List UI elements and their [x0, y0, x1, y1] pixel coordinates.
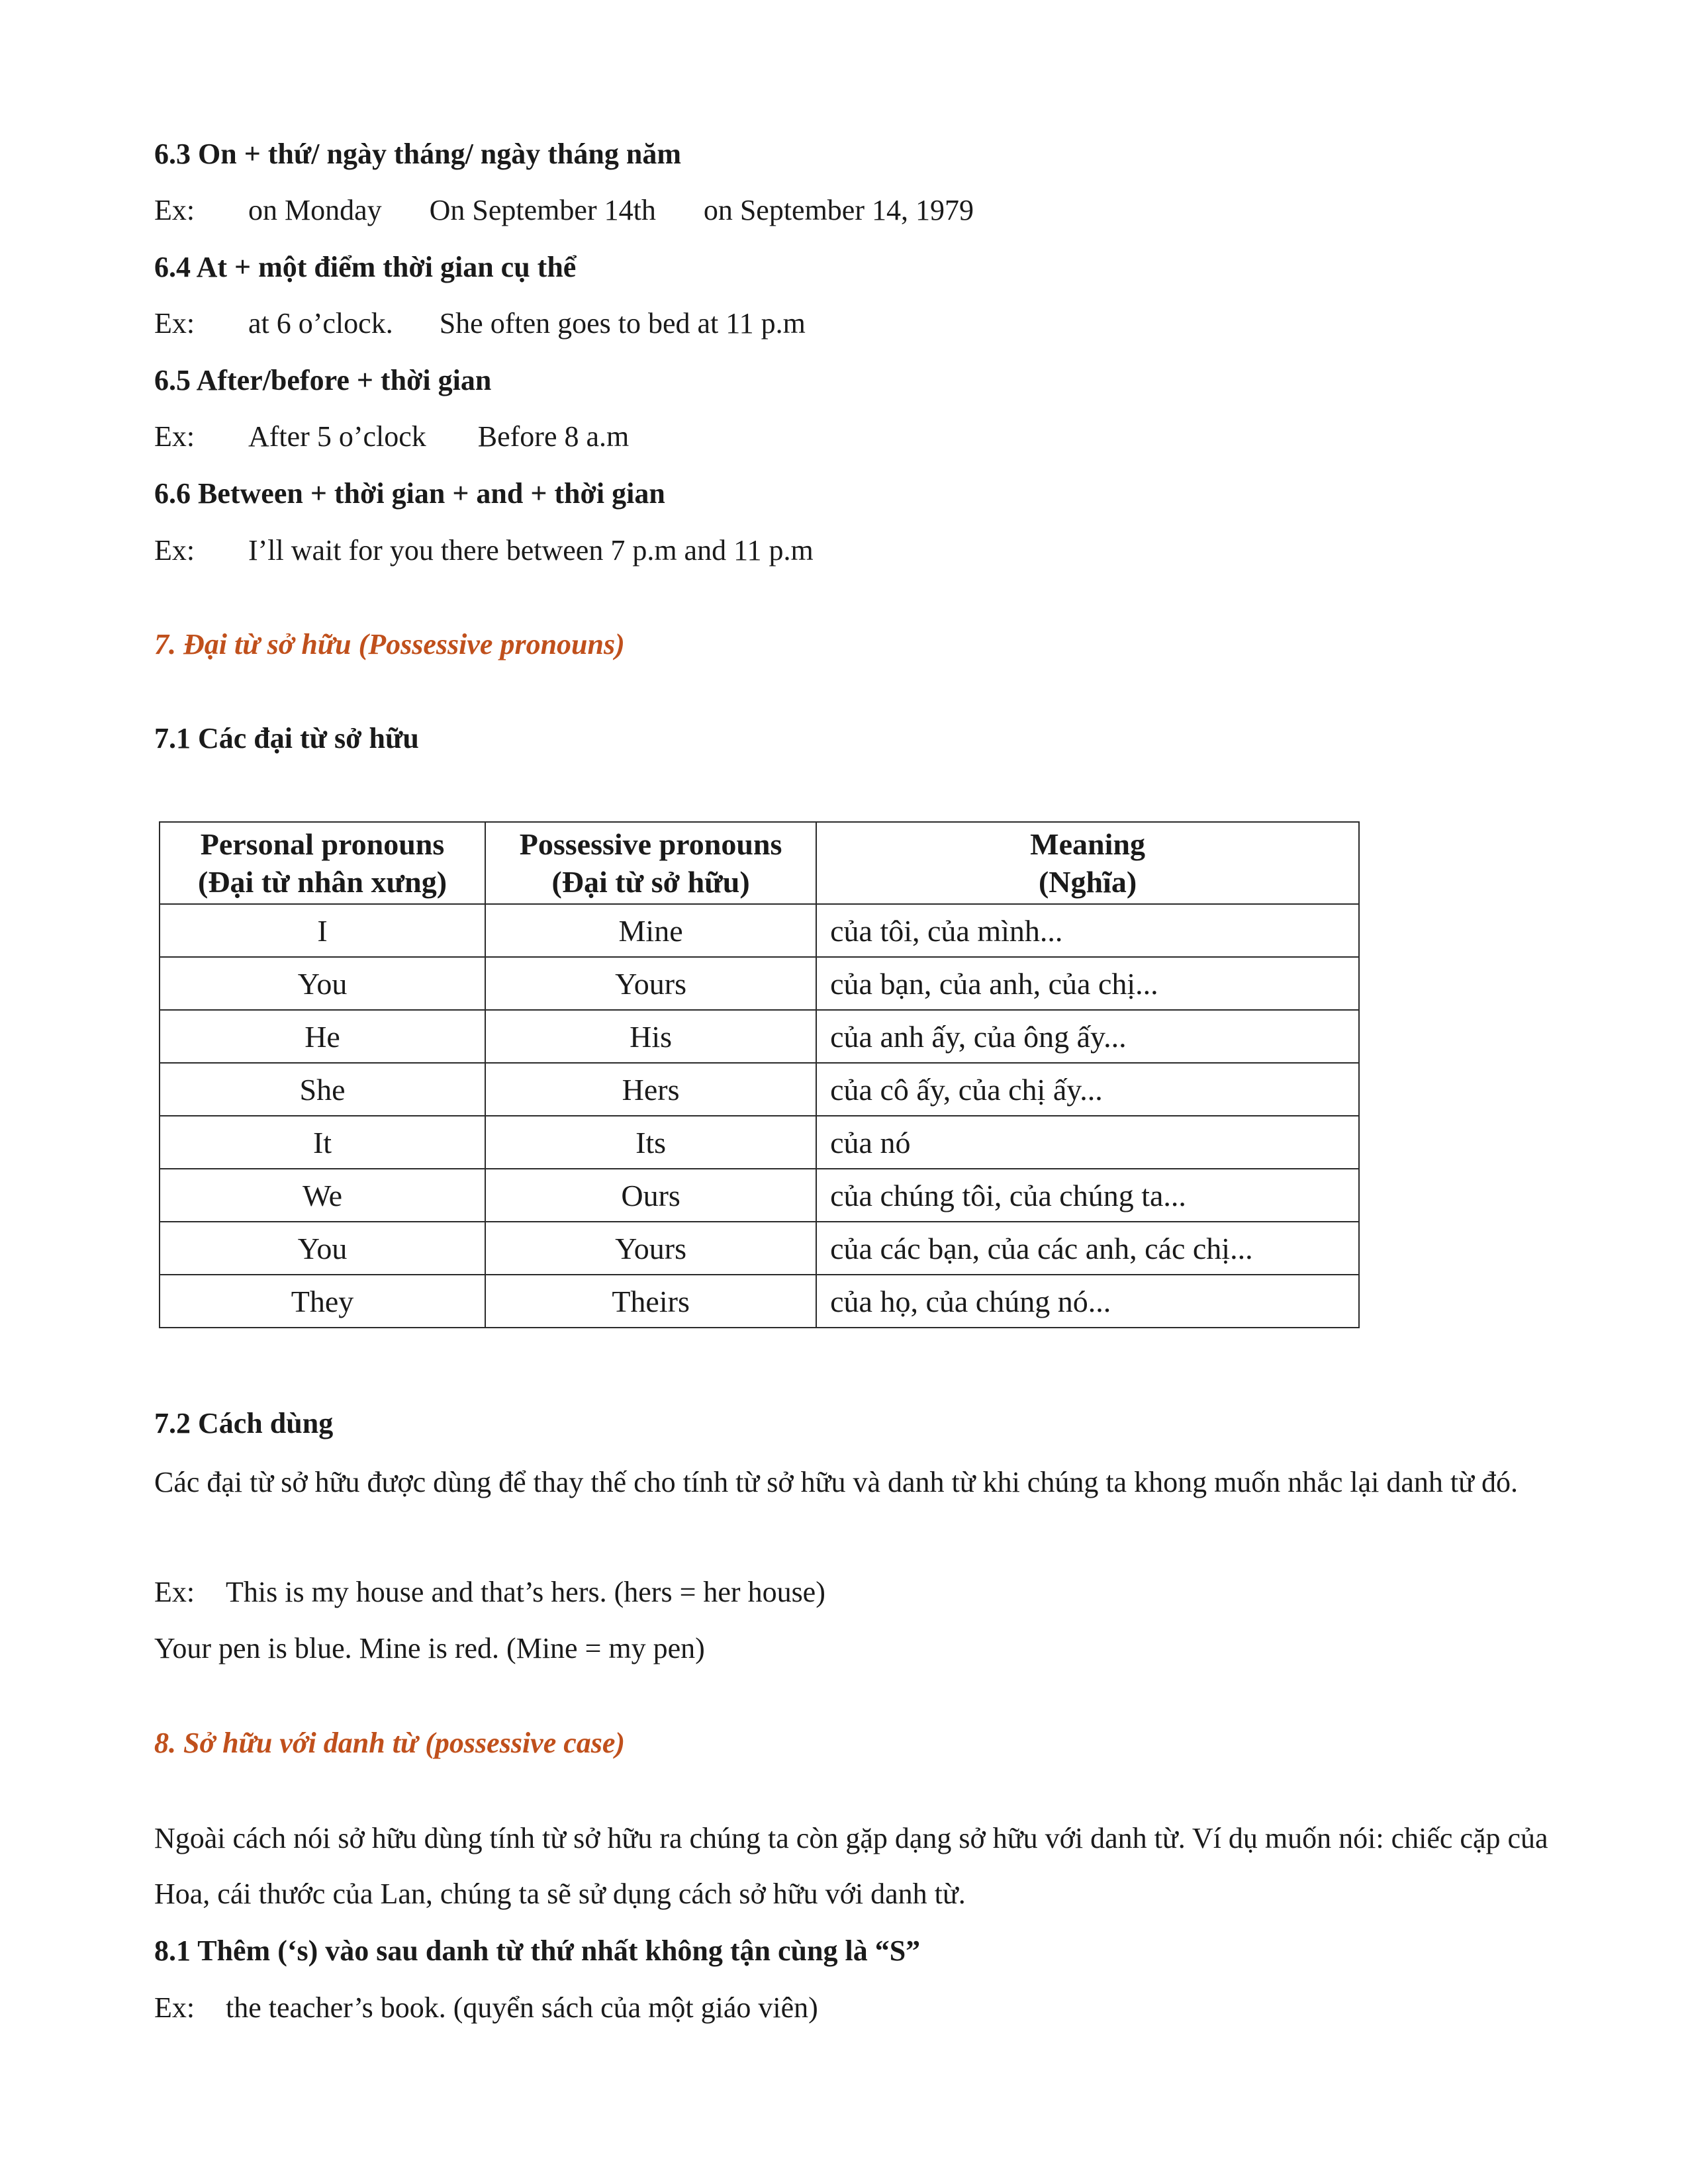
table-row [160, 1169, 1359, 1222]
table-row [160, 1222, 1359, 1275]
cell-possessive: His [485, 1010, 816, 1063]
section-6-6-example [154, 533, 814, 569]
cell-meaning: của cô ấy, của chị ấy... [816, 1063, 1359, 1116]
example-item: After 5 o’clock [248, 420, 426, 453]
example-item: On September 14th [429, 194, 656, 226]
cell-meaning: của bạn, của anh, của chị... [816, 957, 1359, 1010]
example-item: She often goes to bed at 11 p.m [439, 307, 806, 340]
cell-personal: You [160, 957, 485, 1010]
cell-meaning: của chúng tôi, của chúng ta... [816, 1169, 1359, 1222]
section-7-2-example-2: Your pen is blue. Mine is red. (Mine = my pen) [154, 1632, 705, 1664]
ex-label: Ex: [154, 1576, 195, 1608]
example-item: on Monday [248, 194, 382, 226]
section-6-5-examples [154, 420, 629, 455]
cell-personal: You [160, 1222, 485, 1275]
table-row [160, 957, 1359, 1010]
cell-possessive: Theirs [485, 1275, 816, 1328]
section-6-3-heading: 6.3 On + thứ/ ngày tháng/ ngày tháng năm [154, 138, 681, 170]
cell-possessive: Ours [485, 1169, 816, 1222]
table-row [160, 1010, 1359, 1063]
example-item: I’ll wait for you there between 7 p.m and 11 p.m [248, 534, 814, 567]
section-8-1-example [154, 1991, 818, 2026]
section-6-6-heading: 6.6 Between + thời gian + and + thời gian [154, 477, 665, 510]
table-row [160, 1275, 1359, 1328]
section-7-2-example-1 [154, 1575, 825, 1610]
section-7-2-usage-paragraph: Các đại từ sở hữu được dùng để thay thế cho tính từ sở hữu và danh từ khi chúng ta khong muốn nhắc lại danh từ đó. [154, 1466, 1518, 1498]
table-header-row [160, 822, 1359, 904]
section-6-4-examples [154, 306, 806, 341]
section-8-heading: 8. Sở hữu với danh từ (possessive case) [154, 1727, 626, 1759]
example-item: Before 8 a.m [477, 420, 630, 453]
example-item: at 6 o’clock. [248, 307, 393, 340]
example-item: on September 14, 1979 [703, 194, 974, 226]
section-7-1-heading: 7.1 Các đại từ sở hữu [154, 722, 419, 754]
cell-possessive: Hers [485, 1063, 816, 1116]
section-7-heading: 7. Đại từ sở hữu (Possessive pronouns) [154, 628, 625, 660]
cell-personal: They [160, 1275, 485, 1328]
section-8-1-heading: 8.1 Thêm (‘s) vào sau danh từ thứ nhất không tận cùng là “S” [154, 1934, 921, 1967]
ex-label: Ex: [154, 307, 195, 340]
section-6-3-examples [154, 193, 974, 228]
table-row [160, 1116, 1359, 1169]
possessive-pronouns-table [159, 821, 1360, 1328]
example-item: This is my house and that’s hers. (hers = her house) [226, 1576, 825, 1608]
cell-personal: I [160, 904, 485, 957]
cell-personal: We [160, 1169, 485, 1222]
header-possessive-pronouns: Possessive pronouns (Đại từ sở hữu) [485, 822, 816, 904]
cell-personal: It [160, 1116, 485, 1169]
header-meaning: Meaning (Nghĩa) [816, 822, 1359, 904]
cell-personal: He [160, 1010, 485, 1063]
cell-meaning: của tôi, của mình... [816, 904, 1359, 957]
table-row [160, 1063, 1359, 1116]
example-item: the teacher’s book. (quyển sách của một giáo viên) [226, 1991, 818, 2024]
cell-meaning: của anh ấy, của ông ấy... [816, 1010, 1359, 1063]
section-6-4-heading: 6.4 At + một điểm thời gian cụ thể [154, 251, 577, 283]
cell-possessive: Mine [485, 904, 816, 957]
ex-label: Ex: [154, 1991, 195, 2024]
ex-label: Ex: [154, 534, 195, 567]
cell-personal: She [160, 1063, 485, 1116]
cell-possessive: Yours [485, 1222, 816, 1275]
cell-meaning: của họ, của chúng nó... [816, 1275, 1359, 1328]
section-8-intro-paragraph: Ngoài cách nói sở hữu dùng tính từ sở hữu ra chúng ta còn gặp dạng sở hữu với danh từ. Ví dụ muốn nói: chiếc cặp của Hoa, cái thước của Lan, chúng ta sẽ sử dụng cách sở hữu với danh từ. [154, 1822, 1548, 1910]
ex-label: Ex: [154, 420, 195, 453]
cell-possessive: Its [485, 1116, 816, 1169]
cell-meaning: của các bạn, của các anh, các chị... [816, 1222, 1359, 1275]
ex-label: Ex: [154, 194, 195, 226]
section-6-5-heading: 6.5 After/before + thời gian [154, 364, 492, 396]
section-7-2-heading: 7.2 Cách dùng [154, 1407, 334, 1439]
cell-possessive: Yours [485, 957, 816, 1010]
cell-meaning: của nó [816, 1116, 1359, 1169]
table-row [160, 904, 1359, 957]
header-personal-pronouns: Personal pronouns (Đại từ nhân xưng) [160, 822, 485, 904]
